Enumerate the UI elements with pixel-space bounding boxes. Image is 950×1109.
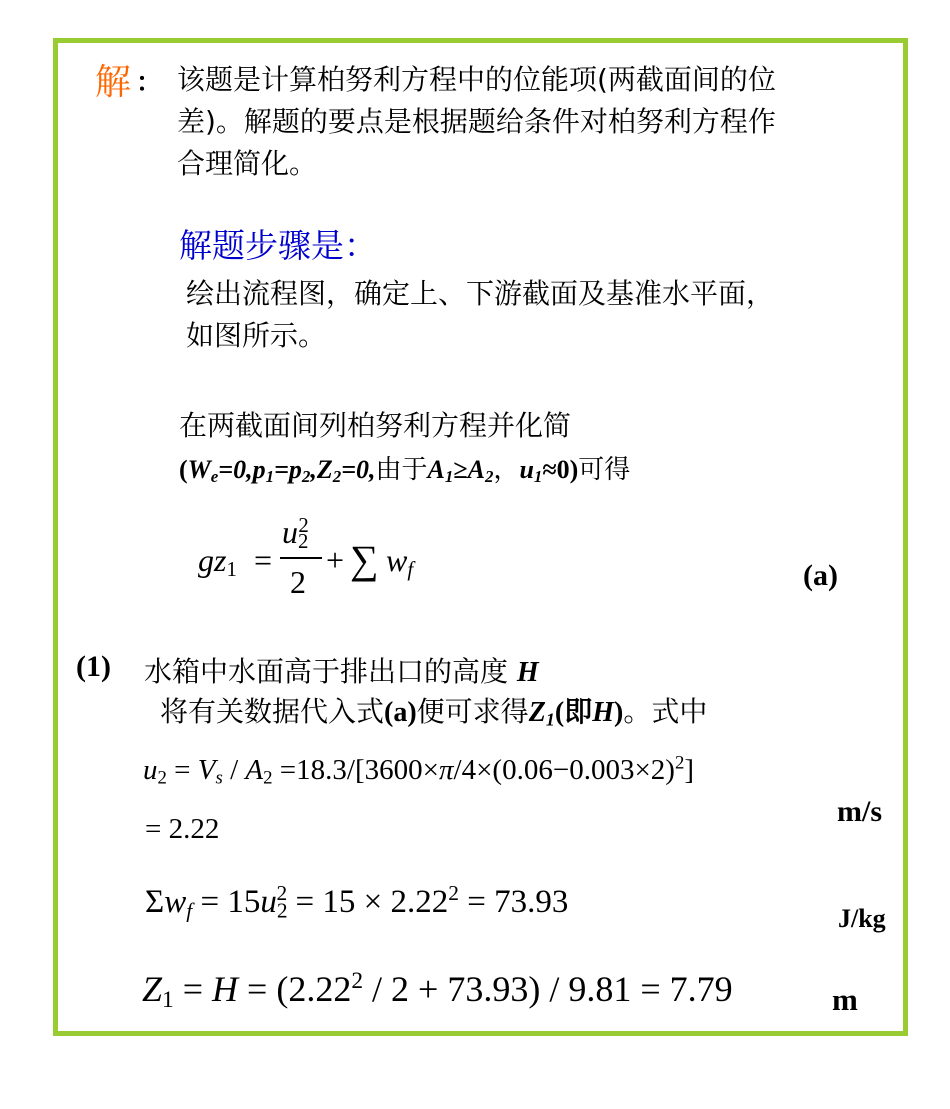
solution-colon: ： xyxy=(136,68,163,98)
intro-line-3: 合理简化。 xyxy=(177,147,318,180)
bernoulli-line-2: ($W_e=0,p_1=p_2,Z_2=0$,由于$A_1\ge A_2$，$u_1\approx 0$)可得 xyxy=(179,455,631,487)
fraction-bar xyxy=(280,557,322,559)
calc-u2-result: = 2.22 xyxy=(145,813,220,845)
unit-j-per-kg: J/kg xyxy=(838,904,886,933)
intro-line-1: 该题是计算柏努利方程中的位能项(两截面间的位 xyxy=(177,63,776,96)
equation-tag-a: (a) xyxy=(803,559,838,592)
steps-heading: 解题步骤是： xyxy=(179,226,377,265)
calc-z1: $Z_1 = H = (2.22^2 / 2 + 73.93) / 9.81 = 7.79$ xyxy=(142,968,733,1013)
calc-wf: $\Sigma w_f = 15u_2^2 = 15 \times 2.22^2 = 73.93$ xyxy=(145,881,569,923)
solution-marker: 解 xyxy=(95,62,132,103)
calc-u2-line-1: $u_2 = V_s / A_2 =18.3/[3600\times\pi/4\times(0.06-0.003\times 2)^2]$ xyxy=(143,752,695,789)
steps-line-2: 如图所示。 xyxy=(186,319,327,352)
part-line-2: 将有关数据代入式(a)便可求得$Z_1$(即H)。式中 xyxy=(160,695,708,730)
part-number: (1) xyxy=(76,650,111,683)
unit-m: m xyxy=(832,982,858,1017)
intro-line-2: 差)。解题的要点是根据题给条件对柏努利方程作 xyxy=(177,105,776,138)
part-title: 水箱中水面高于排出口的高度 H xyxy=(144,655,539,688)
steps-line-1: 绘出流程图，确定上、下游截面及基准水平面， xyxy=(186,277,775,310)
unit-m-per-s: m/s xyxy=(837,795,882,828)
bernoulli-line-1: 在两截面间列柏努利方程并化简 xyxy=(179,409,572,442)
